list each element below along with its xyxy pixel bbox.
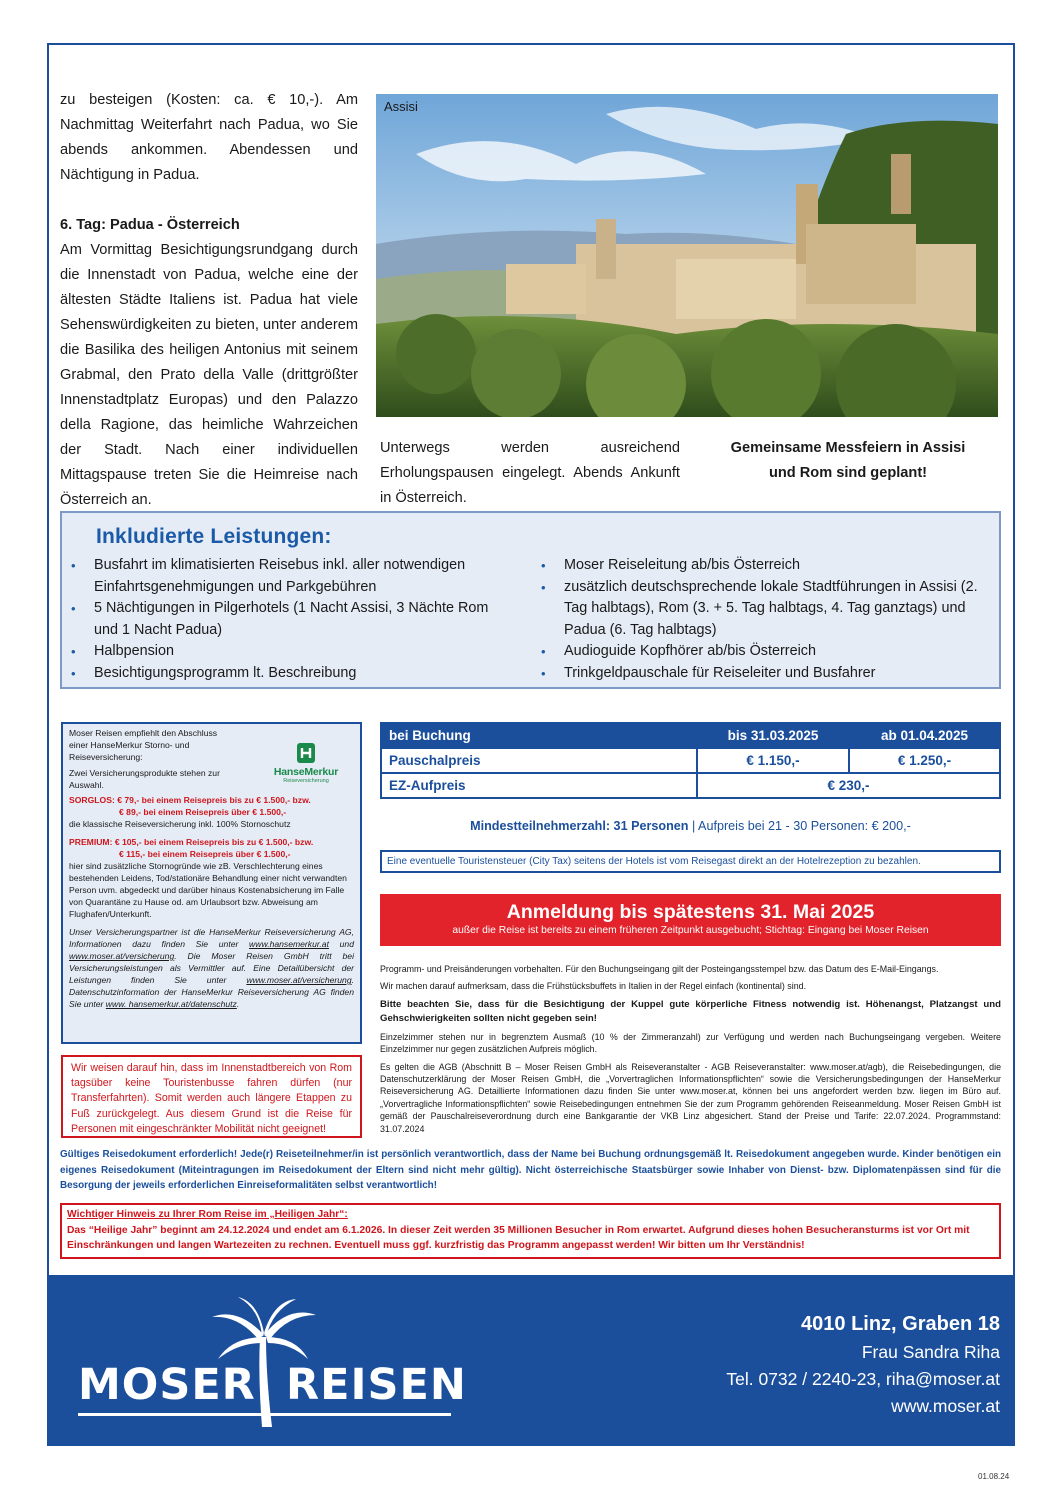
legal-breakfast: Wir machen darauf aufmerksam, dass die Frühstücksbuffets in Italien in der Regel einfach (kontinental) sind. [380,981,807,992]
price-header-early: bis 31.03.2025 [697,723,849,748]
min-participants: Mindestteilnehmerzahl: 31 Personen | Aufpreis bei 21 - 30 Personen: € 200,- [470,819,911,833]
hansemerkur-link[interactable]: www.hansemerkur.at [249,939,329,949]
registration-deadline: Anmeldung bis spätestens 31. Mai 2025 [506,901,875,923]
logo-underline [78,1413,451,1416]
ez-price: € 230,- [697,773,1000,798]
included-services-box [60,511,1001,689]
included-services-title: Inkludierte Leistungen: [96,525,332,548]
premium-price-1: PREMIUM: € 105,- bei einem Reisepreis bis zu € 1.500,- bzw. [69,837,314,847]
caption-rest-stops: Unterwegs werden ausreichend Erholungspausen eingelegt. Abends Ankunft in Österreich. [380,440,680,506]
moser-reisen-logo [78,1297,467,1427]
logo-moser: MOSER [78,1360,256,1410]
legal-terms: Es gelten die AGB (Abschnitt B – Moser Reisen GmbH als Reiseveranstalter - AGB Reiseveranstalter: www.moser.at/agb), die Reisebedingungen, die Datenschutzerklärung der Moser Reisen GmbH, die „Vorvertraglichen Informationspflichten“ sowie die Versicherungsbedingungen der HanseMerkur Reiseversicherung AG. Detaillierte Informationen dazu finden Sie unter www.moser.at, können bei uns angefordert werden bzw. liegen im Büro auf. „Vorvertragliche Informationspflichten“ sowie Reisebedingungen entnehmen Sie der zum Programm gehörenden Reiseanmeldung. Moser Reisen GmbH ist gemäß der Pauschalreiseverordnung durch eine Bankgarantie der VKB Linz abgesichert. Stand der Preise und Tarife: 22.07.2024. Programmstand: 31.07.2024 [380,1061,1001,1134]
included-list-right [532,555,992,684]
rome-bus-warning: Wir weisen darauf hin, dass im Innenstadtbereich von Rom tagsüber keine Touristenbusse fahren dürfen (nur Transferfahrten). Somit werden auch längere Etappen zu Fuß zurückgelegt. Aus diesem Grund ist die Reise für Personen mit eingeschränkter Mobilität nicht geeignet! [61,1055,362,1138]
footer [48,1275,1014,1446]
list-item: • Trinkgeldpauschale für Reiseleiter und Busfahrer [532,663,992,685]
hansemerkur-emblem-icon [296,742,316,764]
caption-masses-line2: und Rom sind geplant! [768,465,928,481]
sorglos-description: die klassische Reiseversicherung inkl. 100% Stornoschutz [69,819,291,829]
list-item: • Besichtigungsprogramm lt. Beschreibung [62,663,512,685]
ez-label: EZ-Aufpreis [381,773,697,798]
day6-text: Am Vormittag Besichtigungsrundgang durch die Innenstadt von Padua, welche eine der ältesten Städte Italiens ist. Padua hat viele Sehenswürdigkeiten zu bieten, unter anderem die Basilika des heiligen Antonius mit seinem Grabmal, den Prato della Valle (drittgrößter Innenstadtplatz Europas) und den Palazzo della Ragione, das heimliche Wahrzeichen der Stadt. Nach einer individuellen Mittagspause treten Sie die Heimreise nach Österreich an. [60,242,358,508]
sorglos-price-2: € 89,- bei einem Reisepreis über € 1.500,- [119,807,287,817]
list-item: • Halbpension [62,641,512,663]
table-row [381,748,1000,773]
legal-changes: Programm- und Preisänderungen vorbehalten. Für den Buchungseingang gilt der Posteingangsstempel bzw. das Datum des E-Mail-Eingangs. [380,964,939,974]
price-header-late: ab 01.04.2025 [849,723,1000,748]
list-item: • 5 Nächtigungen in Pilgerhotels (1 Nacht Assisi, 3 Nächte Rom und 1 Nacht Padua) [62,598,512,641]
insurance-intro: Moser Reisen empfiehlt den Abschluss einer HanseMerkur Storno- und Reiseversicherung: [69,728,218,762]
travel-document-note: Gültiges Reisedokument erforderlich! Jede(r) Reiseteilnehmer/in ist persönlich verantwortlich, dass der Name bei Buchung ordnungsgemäß lt. Reisedokument angegeben wurde. Kinder benötigen ein eigenes Reisedokument (Miteintragungen im Reisedokument der Eltern sind nicht mehr gültig). Nicht österreichische Staatsbürger sowie Inhaber von Dienst- bzw. Diplomatenpässen sind für die Besorgung der jeweils erforderlichen Einreiseformalitäten selbst verantwortlich! [60,1149,1001,1192]
moser-insurance-link[interactable]: www.moser.at/versicherung [69,951,175,961]
list-item: • Audioguide Kopfhörer ab/bis Österreich [532,641,992,663]
caption-masses-line1: Gemeinsame Messfeiern in Assisi [730,440,966,456]
sorglos-price-1: SORGLOS: € 79,- bei einem Reisepreis bis zu € 1.500,- bzw. [69,795,311,805]
price-table [380,722,1001,799]
premium-description: hier sind zusätzliche Stornogründe wie zB. Verschlechterung eines bestehenden Leidens, Tod/stationäre Behandlung einer nicht verwandten Person uvm. abgedeckt und darüber hinaus Kostenabsicherung im Falle von Quarantäne zu Hause od. am Urlaubsort bzw. Abweisung am Flughafen/Unterkunft. [69,861,347,919]
contact-person: Frau Sandra Riha [861,1342,1000,1362]
address: 4010 Linz, Graben 18 [801,1313,1000,1335]
insurance-box [61,722,362,1044]
pauschal-early-price: € 1.150,- [697,748,849,773]
price-header-row [381,723,1000,748]
pauschal-label: Pauschalpreis [381,748,697,773]
day6-title: 6. Tag: Padua - Österreich [60,217,240,233]
holy-year-notice [60,1203,1001,1259]
assisi-photo [376,94,998,417]
caption-masses [700,436,996,486]
list-item: • Moser Reiseleitung ab/bis Österreich [532,555,992,577]
registration-subtext: außer die Reise ist bereits zu einem früheren Zeitpunkt ausgebucht; Stichtag: Eingang bei Moser Reisen [452,925,929,936]
hansemerkur-sub: Reiseversicherung [283,778,329,784]
contact-block [726,1311,1000,1420]
list-item: • zusätzlich deutschsprechende lokale Stadtführungen in Assisi (2. Tag halbtags), Rom (3. + 5. Tag halbtags, 4. Tag ganztags) und Padua (6. Tag halbtags) [532,577,992,642]
print-date: 01.08.24 [978,1472,1010,1481]
phone-email: Tel. 0732 / 2240-23, riha@moser.at [726,1369,1000,1389]
premium-price-2: € 115,- bei einem Reisepreis über € 1.500,- [119,849,291,859]
registration-banner [380,894,1001,946]
pauschal-late-price: € 1.250,- [849,748,1000,773]
legal-dome-fitness: Bitte beachten Sie, dass für die Besichtigung der Kuppel gute körperliche Fitness notwendig ist. Höhenangst, Platzangst und Gehschwierigkeiten sollten nicht gegeben sein! [380,998,1001,1024]
insurance-choice: Zwei Versicherungsprodukte stehen zur Auswahl. [69,768,220,790]
photo-label: Assisi [384,99,418,114]
legal-single-rooms: Einzelzimmer stehen nur in begrenztem Ausmaß (10 % der Zimmeranzahl) zur Verfügung und werden nach Buchungseingang vergeben. Weitere Einzelzimmer nur gegen zusätzlichen Aufpreis möglich. [380,1031,1001,1055]
moser-insurance-detail-link[interactable]: www.moser.at/versicherung [246,975,352,985]
logo-reisen: REISEN [286,1360,467,1410]
city-tax-note: Eine eventuelle Touristensteuer (City Tax) seitens der Hotels ist vom Reisegast direkt an der Hotelrezeption zu bezahlen. [380,850,1001,873]
table-row [381,773,1000,798]
included-list-left [62,555,512,684]
hansemerkur-logo [266,742,346,785]
privacy-link[interactable]: www. hansemerkur.at/datenschutz [105,999,237,1009]
itinerary-text [60,88,358,513]
holy-year-title: Wichtiger Hinweis zu Ihrer Rom Reise im „Heiligen Jahr“: [67,1209,348,1220]
intro-paragraph: zu besteigen (Kosten: ca. € 10,-). Am Nachmittag Weiterfahrt nach Padua, wo Sie abends ankommen. Abendessen und Nächtigung in Padua. [60,92,358,183]
price-header-booking: bei Buchung [381,723,697,748]
list-item: • Busfahrt im klimatisierten Reisebus inkl. aller notwendigen Einfahrtsgenehmigungen und Parkgebühren [62,555,512,598]
legal-text [380,963,1001,1140]
hansemerkur-name: HanseMerkur [273,766,339,778]
holy-year-text: Das “Heilige Jahr” beginnt am 24.12.2024 und endet am 6.1.2026. In dieser Zeit werden 35 Millionen Besucher in Rom erwartet. Aufgrund dieses hohen Besucheransturms ist vor Ort mit Einschränkungen und langen Wartezeiten zu rechnen. Eventuell muss ggf. kurzfristig das Programm angepasst werden! Wir bitten um Ihr Verständnis! [67,1224,970,1252]
insurance-partner-info: Unser Versicherungspartner ist die HanseMerkur Reiseversicherung AG, Informationen dazu finden Sie unter www.hansemerkur.at und www.moser.at/versicherung. Die Moser Reisen GmbH tritt bei Versicherungsleistungen als Vermittler auf. Eine Detailübersicht der Leistungen finden Sie unter www.moser.at/versicherung. Datenschutzinformation der HanseMerkur Reiseversicherung AG finden Sie unter www. hansemerkur.at/datenschutz. [69,927,354,1009]
website[interactable]: www.moser.at [891,1396,1000,1416]
